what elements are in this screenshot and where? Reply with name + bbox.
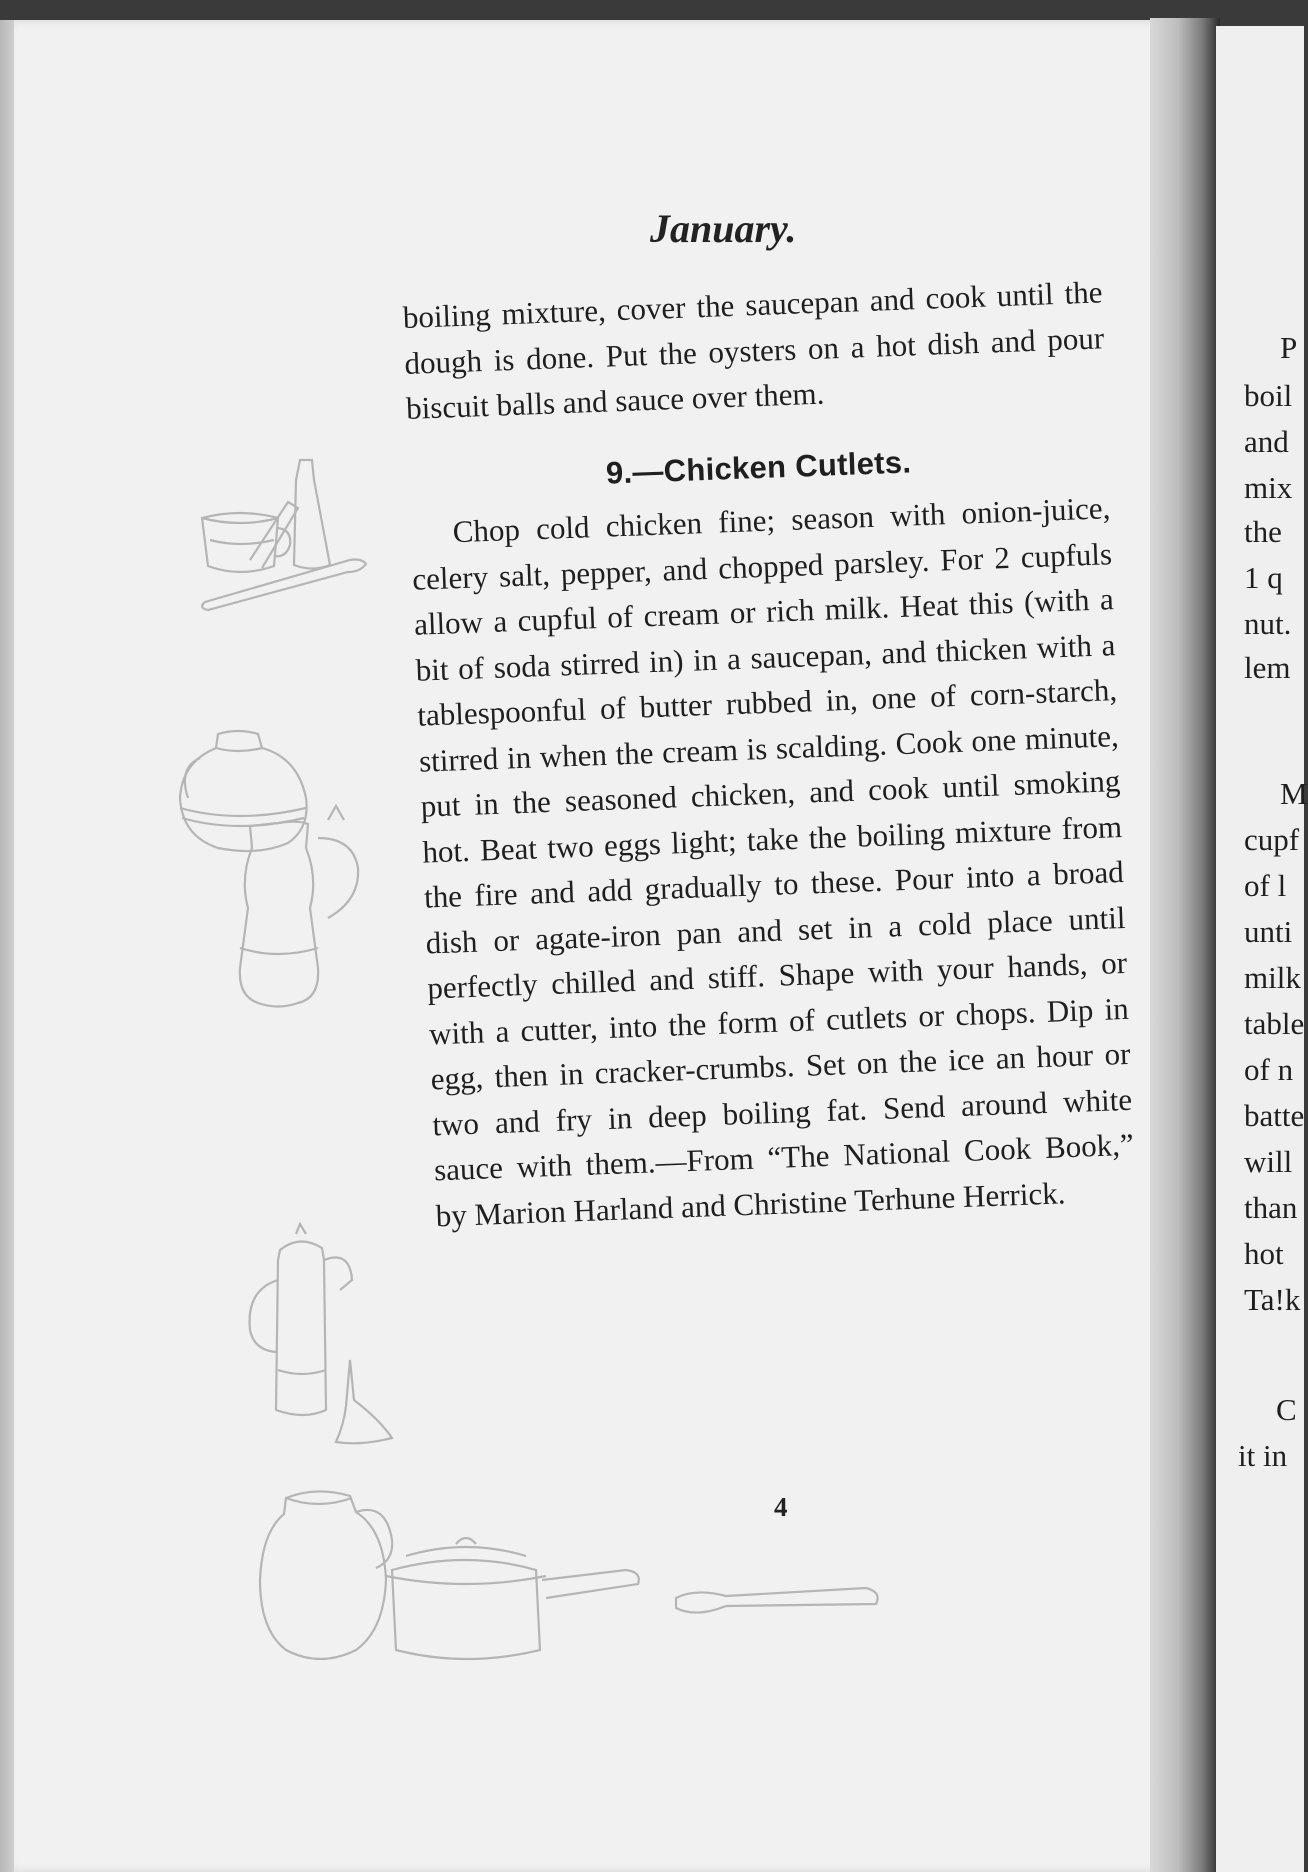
page-number: 4 xyxy=(774,1492,788,1522)
right-page-line-fragment: P xyxy=(1280,330,1298,365)
right-page xyxy=(1216,26,1308,1872)
recipe-heading: 9.—Chicken Cutlets. xyxy=(605,443,912,491)
book-spine-shadow xyxy=(1150,18,1220,1872)
coffee-pot-and-funnel-icon xyxy=(240,1220,410,1450)
right-page-line-fragment: hot xyxy=(1244,1236,1284,1271)
mortar-and-pestle-icon xyxy=(190,450,380,620)
running-head: January. xyxy=(650,206,797,251)
right-page-line-fragment: will xyxy=(1244,1144,1293,1179)
right-page-line-fragment: the xyxy=(1244,514,1282,549)
right-page-line-fragment: nut. xyxy=(1244,606,1292,641)
right-page-line-fragment: lem xyxy=(1244,650,1291,685)
right-page-line-fragment: C xyxy=(1276,1392,1297,1427)
right-page-line-fragment: cupf xyxy=(1244,822,1300,857)
right-page-line-fragment: of n xyxy=(1244,1052,1294,1087)
right-page-line-fragment: batte xyxy=(1244,1098,1305,1133)
right-page-line-fragment: table xyxy=(1244,1006,1305,1041)
recipe-paragraph: Chop cold chicken fine; season with onion-juice, celery salt, pepper, and chopped parsley. For 2 cupfuls allow a cupful of cream or rich milk. Heat this (with a bit of soda stirred in) in a saucepan, and thicken with a tablespoonful of butter rubbed in, one of corn-starch, stirred in when the cream is scalding. Cook one minute, put in the seasoned chicken, and cook until smoking hot. Beat two eggs light; take the boiling mixture from the fire and add gradually to these. Pour into a broad dish or agate-iron pan and set in a cold place until perfectly chilled and stiff. Shape with your hands, or with a cutter, into the form of cutlets or chops. Dip in egg, then in cracker-crumbs. Set on the ice an hour or two and fry in deep boiling fat. Send around white sauce with them.—From “The National Cook Book,” by Marion Harland and Christine Terhune Herrick. xyxy=(411,490,1135,1233)
continuation-paragraph: boiling mixture, cover the saucepan and cook until the dough is done. Put the oysters on a hot dish and pour biscuit balls and sauce over them. xyxy=(402,274,1105,426)
jug-and-pitcher-icon xyxy=(178,728,398,1018)
right-page-line-fragment: Ta!k xyxy=(1244,1282,1301,1317)
right-page-line-fragment: of l xyxy=(1244,868,1287,903)
right-page-line-fragment: unti xyxy=(1244,914,1293,949)
crock-saucepan-and-spoon-icon xyxy=(256,1480,886,1680)
right-page-line-fragment: 1 q xyxy=(1244,560,1283,595)
right-page-line-fragment: it in xyxy=(1238,1438,1288,1473)
right-page-line-fragment: M xyxy=(1280,776,1308,811)
right-page-line-fragment: and xyxy=(1244,424,1289,459)
right-page-line-fragment: mix xyxy=(1244,470,1293,505)
right-page-line-fragment: milk xyxy=(1244,960,1301,995)
right-page-line-fragment: boil xyxy=(1244,378,1293,413)
right-page-line-fragment: than xyxy=(1244,1190,1298,1225)
text-block xyxy=(402,269,1136,1238)
